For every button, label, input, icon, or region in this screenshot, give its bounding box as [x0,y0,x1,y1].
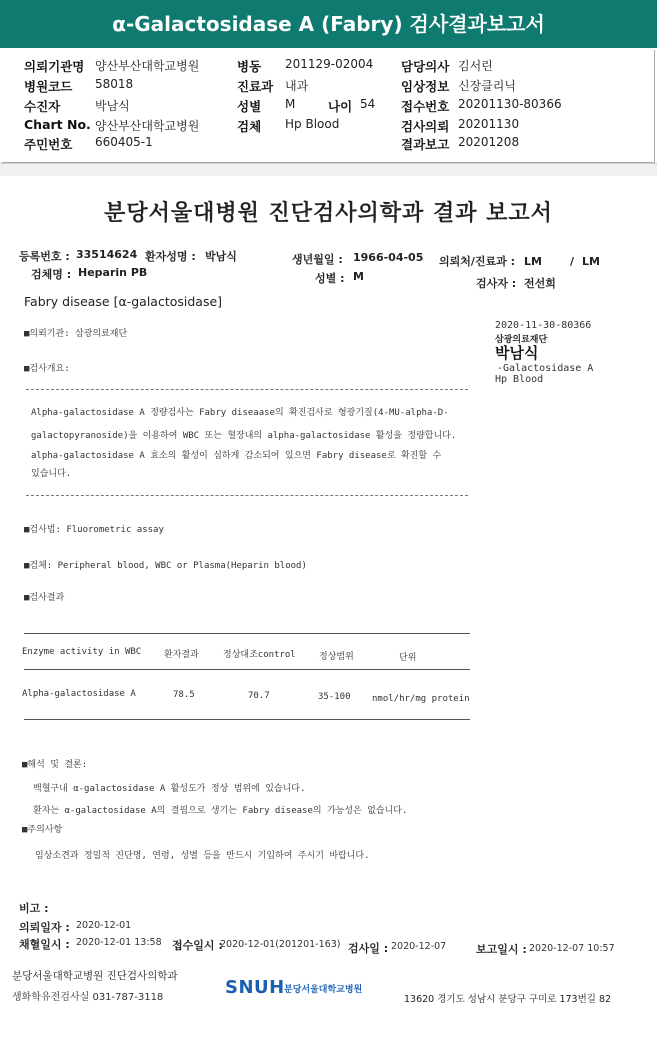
value-hospital-code: 58018 [95,77,134,91]
result-heading: ■검사결과 [24,593,65,603]
collection-value: 2020-12-01 13:58 [76,937,162,948]
stamp-patient-name: 박남식 [495,344,539,362]
label-department: 진료과 [237,79,274,94]
label-ward: 병동 [237,59,262,74]
report-title: 분당서울대병원 진단검사의학과 결과 보고서 [104,201,553,226]
tester-value: 전선희 [524,277,556,290]
specimen-name-value: Heparin PB [78,266,148,279]
stamp-lab-name: 삼광의료재단 [495,335,548,345]
table-cell-range: 35-100 [318,692,351,702]
table-bottom-rule [24,719,470,720]
interpretation-line-1: 백혈구내 α-galactosidase A 활성도가 정상 범위에 있습니다. [33,784,306,794]
footer-org: 분당서울대학교병원 진단검사의학과 [12,970,178,982]
summary-header-bar [0,0,657,48]
overview-line-2: galactopyranoside)을 이용하여 WBC 또는 혈장내의 alpha-galactosidase 활성을 정량합니다. [31,431,457,441]
sex-label: 성별 : [315,272,345,285]
table-cell-control: 70.7 [248,691,270,701]
reg-no-value: 33514624 [76,248,138,261]
patient-name-value: 박남식 [205,250,237,263]
specimen-desc: ■검체: Peripheral blood, WBC or Plasma(Heparin blood) [24,561,307,571]
sex-value: M [353,270,364,283]
dept-value-2: LM [582,255,600,268]
tester-label: 검사자 : [476,277,517,290]
label-doctor: 담당의사 [401,59,450,74]
test-name: Fabry disease [α-galactosidase] [24,294,223,309]
table-top-rule [24,633,470,634]
value-institution: 양산부산대학교병원 [95,59,200,73]
overview-heading: ■검사개요: [24,364,70,374]
report-time-label: 보고일시 : [476,943,527,956]
dept-separator: / [570,255,575,268]
label-test-request: 검사의뢰 [401,119,450,134]
dob-label: 생년월일 : [292,253,343,266]
requesting-institution: ■의뢰기관: 삼광의료재단 [24,329,128,339]
value-sex: M [285,97,296,111]
label-sex: 성별 [237,99,262,114]
request-date-value: 2020-12-01 [76,920,132,931]
interpretation-line-2: 환자는 α-galactosidase A의 결핍으로 생기는 Fabry disease의 가능성은 없습니다. [33,806,408,816]
interpretation-heading: ■해석 및 결론: [22,760,88,770]
overview-line-4: 있습니다. [31,469,72,479]
label-resident-no: 주민번호 [24,137,73,152]
table-header-range: 정상범위 [319,652,354,662]
table-cell-patient-result: 78.5 [173,690,195,700]
table-header-patient: 환자결과 [164,650,199,660]
caution-heading: ■주의사항 [22,825,63,835]
table-header-unit: 단위 [399,653,417,663]
collection-label: 채혈일시 : [19,938,70,951]
label-examinee: 수진자 [24,99,61,114]
label-institution: 의뢰기관명 [24,59,85,74]
receipt-value: 2020-12-01(201201-163) [220,939,341,950]
footer-address: 13620 경기도 성남시 분당구 구미로 173번길 82 [404,994,612,1005]
label-specimen: 검체 [237,119,262,134]
table-mid-rule [24,669,470,670]
table-header-control: 정상대조control [223,650,296,660]
table-cell-analyte: Alpha-galactosidase A [22,689,136,699]
value-resident-no: 660405-1 [95,135,153,149]
test-date-label: 검사일 : [348,942,389,955]
value-chart-no: 양산부산대학교병원 [95,119,200,133]
label-chart-no: Chart No. [24,117,91,132]
footer-lab: 생화학유전검사실 031-787-3118 [12,992,164,1003]
section-divider [0,163,657,176]
specimen-name-label: 검체명 : [31,268,72,281]
value-department: 내과 [285,79,309,93]
overview-line-3: alpha-galactosidase A 효소의 활성이 심하게 감소되어 있으면 Fabry disease로 확진할 수 [31,451,442,461]
table-header-enzyme: Enzyme activity in WBC [22,647,142,657]
dob-value: 1966-04-05 [353,251,424,264]
value-doctor: 김서린 [458,59,493,73]
reg-no-label: 등록번호 : [19,250,70,263]
value-result-report: 20201208 [458,135,520,149]
value-ward: 201129-02004 [285,57,374,71]
method: ■검사법: Fluorometric assay [24,525,164,535]
report-time-value: 2020-12-07 10:57 [529,943,615,954]
receipt-label: 접수일시 : [172,939,223,952]
dept-value-1: LM [524,255,542,268]
value-receipt-no: 20201130-80366 [458,97,562,111]
table-cell-unit: nmol/hr/mg protein [372,694,470,704]
stamp-specimen: Hp Blood [495,374,544,385]
stamp-test-name: -Galactosidase A [497,363,594,374]
value-clinical-info: 신장클리닉 [458,79,516,93]
label-hospital-code: 병원코드 [24,79,73,94]
value-examinee: 박남식 [95,99,130,113]
caution-line: 임상소견과 정밀적 진단명, 연령, 성별 등을 반드시 기입하여 주시기 바랍니다. [35,851,370,861]
value-test-request: 20201130 [458,117,520,131]
summary-title: α-Galactosidase A (Fabry) 검사결과보고서 [112,12,545,36]
patient-name-label: 환자성명 : [145,250,196,263]
request-date-label: 의뢰일자 : [19,921,70,934]
test-date-value: 2020-12-07 [391,941,447,952]
label-result-report: 결과보고 [401,137,450,152]
stamp-receipt-no: 2020-11-30-80366 [495,320,592,331]
value-specimen: Hp Blood [285,117,340,131]
label-age: 나이 [328,99,353,114]
overview-line-1: Alpha-galactosidase A 정량검사는 Fabry diseaase의 확진검사로 형광기질(4-MU-alpha-D- [31,408,449,418]
snuh-logo-subtitle: 분당서울대학교병원 [284,985,363,995]
dept-label: 의뢰처/진료과 : [439,255,516,268]
divider [26,495,468,496]
value-age: 54 [360,97,376,111]
label-clinical-info: 임상정보 [401,79,450,94]
snuh-logo: SNUH [225,977,285,998]
label-receipt-no: 접수번호 [401,99,450,114]
remark-label: 비고 : [19,902,49,915]
divider [26,389,468,390]
